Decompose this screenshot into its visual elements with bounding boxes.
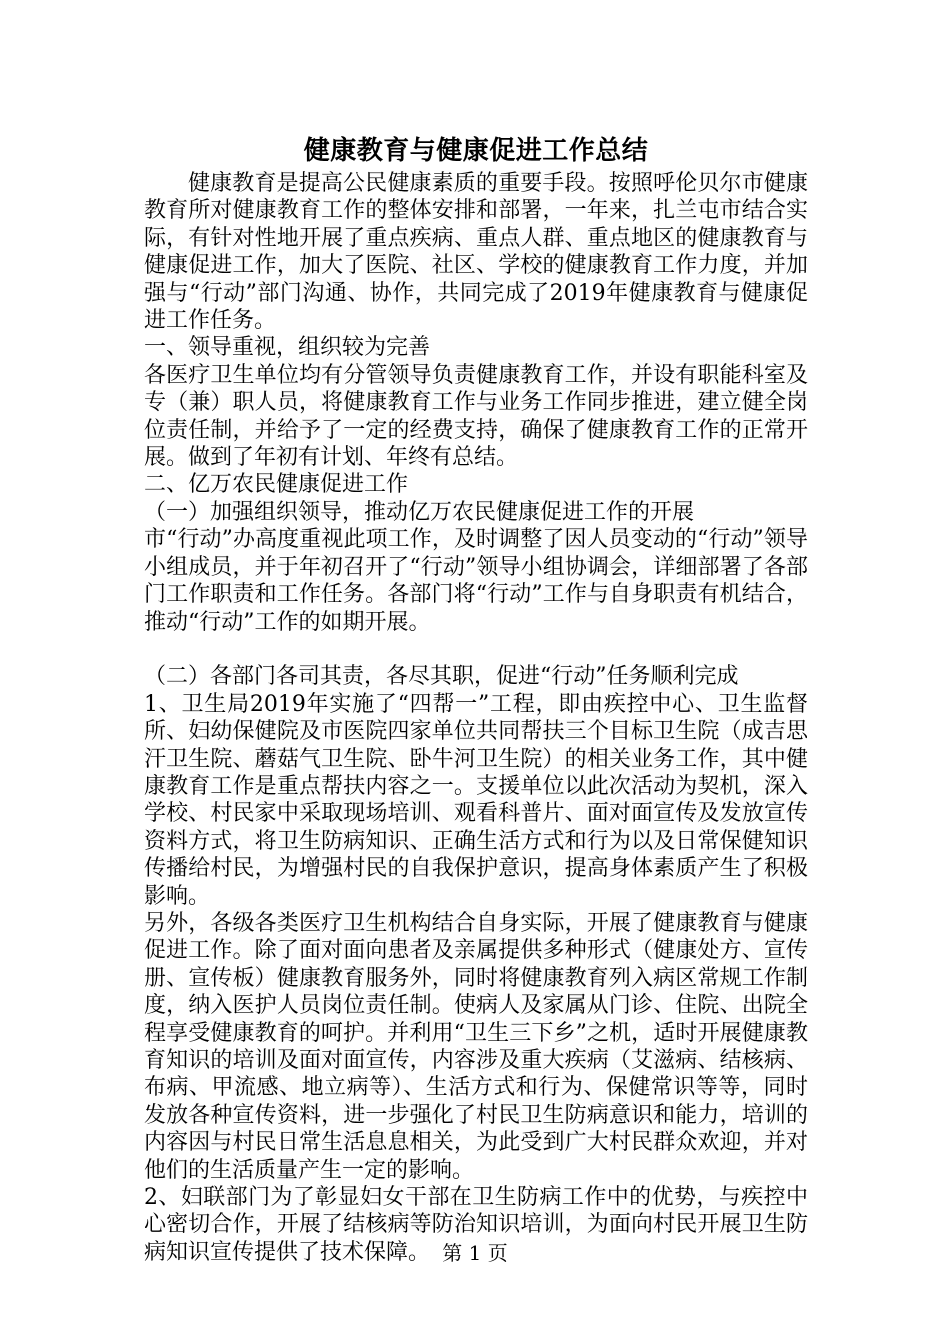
item-1-paragraph: 1、卫生局2019年实施了“四帮一”工程，即由疾控中心、卫生监督所、妇幼保健院及市医院四家单位共同帮扶三个目标卫生院（成吉思汗卫生院、蘑菇气卫生院、卧牛河卫生院）的相关业务工作，其中健康教育工作是重点帮扶内容之一。支援单位以此次活动为契机，深入学校、村民家中采取现场培训、观看科普片、面对面宣传及发放宣传资料方式，将卫生防病知识、正确生活方式和行为以及日常保健知识传播给村民，为增强村民的自我保护意识，提高身体素质产生了积极影响。 [144, 691, 808, 909]
subsection-1-paragraph: 市“行动”办高度重视此项工作，及时调整了因人员变动的“行动”领导小组成员，并于年初召开了“行动”领导小组协调会，详细部署了各部门工作职责和工作任务。各部门将“行动”工作与自身职责有机结合，推动“行动”工作的如期开展。 [144, 527, 808, 635]
item-2-paragraph: 2、妇联部门为了彰显妇女干部在卫生防病工作中的优势，与疾控中心密切合作，开展了结核病等防治知识培训，为面向村民开展卫生防病知识宣传提供了技术保障。 [144, 1185, 808, 1265]
section-1-paragraph: 各医疗卫生单位均有分管领导负责健康教育工作，并设有职能科室及专（兼）职人员，将健康教育工作与业务工作同步推进，建立健全岗位责任制，并给予了一定的经费支持，确保了健康教育工作的正常开展。做到了年初有计划、年终有总结。 [144, 362, 808, 471]
page-number: 第 1 页 [442, 1241, 508, 1265]
subsection-2-heading: （二）各部门各司其责，各尽其职，促进“行动”任务顺利完成 [144, 664, 739, 690]
document-body [144, 133, 808, 1266]
blank-line [144, 636, 808, 663]
intro-paragraph: 健康教育是提高公民健康素质的重要手段。按照呼伦贝尔市健康教育所对健康教育工作的整体安排和部署，一年来，扎兰屯市结合实际，有针对性地开展了重点疾病、重点人群、重点地区的健康教育与健康促进工作，加大了医院、社区、学校的健康教育工作力度，并加强与“行动”部门沟通、协作，共同完成了2019年健康教育与健康促进工作任务。 [144, 171, 808, 334]
subsection-1-heading: （一）加强组织领导，推动亿万农民健康促进工作的开展 [144, 499, 695, 525]
section-1-heading: 一、领导重视，组织较为完善 [144, 335, 431, 361]
document-title: 健康教育与健康促进工作总结 [303, 136, 649, 166]
item-1-continuation-paragraph: 另外，各级各类医疗卫生机构结合自身实际，开展了健康教育与健康促进工作。除了面对面向患者及亲属提供多种形式（健康处方、宣传册、宣传板）健康教育服务外，同时将健康教育列入病区常规工作制度，纳入医护人员岗位责任制。使病人及家属从门诊、住院、出院全程享受健康教育的呵护。并利用“卫生三下乡”之机，适时开展健康教育知识的培训及面对面宣传，内容涉及重大疾病（艾滋病、结核病、布病、甲流感、地立病等）、生活方式和行为、保健常识等等，同时发放各种宣传资料，进一步强化了村民卫生防病意识和能力，培训的内容因与村民日常生活息息相关，为此受到广大村民群众欢迎，并对他们的生活质量产生一定的影响。 [144, 910, 808, 1183]
section-2-heading: 二、亿万农民健康促进工作 [144, 472, 409, 498]
